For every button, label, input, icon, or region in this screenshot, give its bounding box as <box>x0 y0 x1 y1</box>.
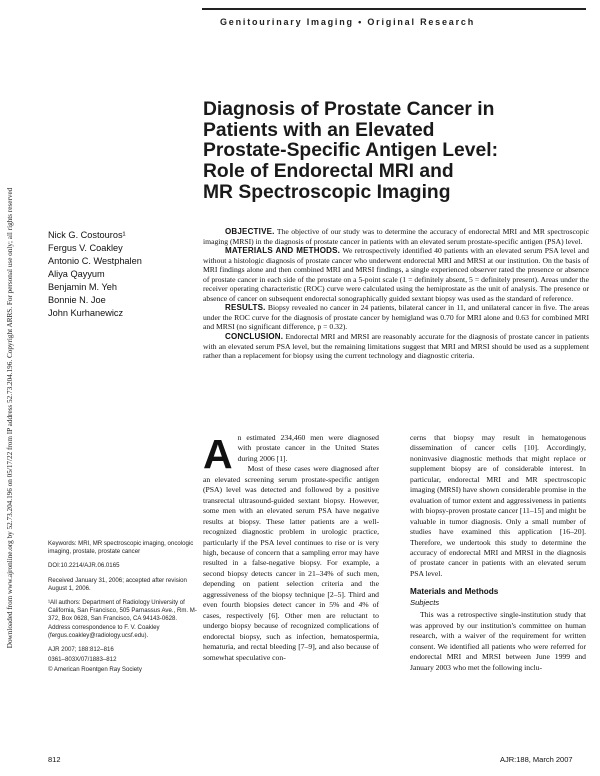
body-text: n estimated 234,460 men were diagnosed with prostate cancer in the United States during 2006 [1]. <box>237 433 379 463</box>
abstract-conclusion <box>203 332 589 361</box>
body-paragraph: This was a retrospective single-institution study that was approved by our institution's committee on human research, with a waiver of the requirement for written consent. We identified all patients who were referred for endorectal MRI and MRSI between June 1999 and January 2003 who met the following inclu- <box>410 610 586 672</box>
title-line: MR Spectroscopic Imaging <box>203 181 451 203</box>
section-header: Genitourinary Imaging • Original Research <box>220 17 475 27</box>
author-name: Antonio C. Westphalen <box>48 256 142 266</box>
author-name: Aliya Qayyum <box>48 269 105 279</box>
body-paragraph <box>203 431 379 477</box>
article-title <box>203 100 578 204</box>
header-rule <box>202 8 586 10</box>
title-line: Prostate-Specific Antigen Level: <box>203 140 498 162</box>
abstract-label: CONCLUSION. <box>225 332 284 342</box>
page-number: 812 <box>48 755 61 764</box>
issn: 0361–803X/07/1883–812 <box>48 656 117 664</box>
drop-cap: A <box>203 431 233 477</box>
author-name: Nick G. Costouros¹ <box>48 230 126 240</box>
citation: AJR 2007; 188:812–816 <box>48 646 114 654</box>
doi: DOI:10.2214/AJR.06.0165 <box>48 562 120 570</box>
abstract-text: The objective of our study was to determine the accuracy of endorectal MRI and MR spectroscopic imaging (MRSI) in the diagnosis of prostate cancer in patients with an elevated serum prostate-specific antigen (PSA) level. <box>203 227 589 246</box>
abstract-methods <box>203 246 589 303</box>
download-notice <box>2 108 18 728</box>
body-column-left <box>203 433 379 663</box>
journal-issue: AJR:188, March 2007 <box>500 755 573 764</box>
copyright: © American Roentgen Ray Society <box>48 666 142 674</box>
abstract-label: OBJECTIVE. <box>225 227 275 236</box>
abstract-text: Biopsy revealed no cancer in 24 patients, bilateral cancer in 11, and unilateral cancer in five. The areas under the ROC curve for the diagnosis of prostate cancer by hemigland was 0.70 for MRI alone and 0.63 for combined MRI and MRSI (no significant difference, p = 0.32). <box>203 303 589 332</box>
abstract-results <box>203 303 589 332</box>
author-name: Bonnie N. Joe <box>48 295 106 305</box>
section-heading: Materials and Methods <box>410 587 499 597</box>
body-column-right <box>410 433 586 673</box>
abstract <box>203 227 589 361</box>
title-line: Diagnosis of Prostate Cancer in <box>203 99 495 120</box>
title-line: Role of Endorectal MRI and <box>203 161 454 183</box>
abstract-objective <box>203 227 589 246</box>
abstract-label: MATERIALS AND METHODS. <box>225 246 341 256</box>
title-line: Patients with an Elevated <box>203 119 435 141</box>
affiliation: ¹All authors: Department of Radiology University of California, San Francisco, 505 Parnassus Ave., Rm. M-372, Box 0628, San Francisco, CA 94143-0628. Address correspondence to F. V. Coakley (fergus.coakley@radiology.ucsf.edu). <box>48 599 197 639</box>
received-date: Received January 31, 2006; accepted after revision August 1, 2006. <box>48 576 187 592</box>
author-name: Benjamin M. Yeh <box>48 282 117 292</box>
download-notice-text: Downloaded from www.ajronline.org by 52.73.204.196 on 05/17/22 from IP address 52.73.204.196. Copyright ARRS. For personal use only; all rights reserved <box>6 187 14 649</box>
author-name: John Kurhanewicz <box>48 308 124 318</box>
abstract-text: We retrospectively identified 40 patients with an elevated serum PSA level and without a histologic diagnosis of prostate cancer who underwent endorectal MRI and MRSI at our institution. On the basis of MRI findings alone and then combined MRI and MRSI findings, a single experienced observer rated the presence or absence of prostate cancer in each side of the prostate on a 5-point scale (1 = definitely absent, 5 = definitely present). Areas under the receiver operating characteristic (ROC) curve were calculated using the hemiprostate as the unit of analysis. The presence or absence of cancer on subsequent endorectal sonographically guided sextant biopsy was used as the standard of reference. <box>203 246 589 303</box>
abstract-label: RESULTS. <box>225 303 266 313</box>
article-metadata <box>48 540 198 681</box>
author-name: Fergus V. Coakley <box>48 243 123 253</box>
keywords: Keywords: MRI, MR spectroscopic imaging, oncologic imaging, prostate, prostate cancer <box>48 540 194 556</box>
body-paragraph: Most of these cases were diagnosed after an elevated screening serum prostate-specific antigen (PSA) level was detected and followed by a positive transrectal ultrasound-guided sextant biopsy. However, some men with an elevated serum PSA have negative results at biopsy. These latter patients are a well-recognized diagnostic problem in urologic practice, particularly if the PSA level continues to rise or is very high, because of concern that a sampling error may have resulted in a false-negative biopsy. For example, a second biopsy detects cancer in 21–34% of such men, depending on patient selection criteria and the aggressiveness of the biopsy technique [2–5]. Third and even fourth biopsies detect cancer in 5% and 4% of cases, respectively [6]. Other men are reluctant to undergo biopsy because of recognized complications of endorectal biopsy, such as infection, hematospermia, hematuria, and rectal bleeding [7–9], and also because of somewhat speculative con- <box>203 464 379 662</box>
body-paragraph: cerns that biopsy may result in hematogenous dissemination of cancer cells [10]. Accordingly, noninvasive diagnostic methods that might replace or supplement biopsy are of considerable interest. In particular, endorectal MRI and MR spectroscopic imaging (MRSI) have shown considerable promise in the evaluation of tumor extent and aggressiveness in patients with biopsy-proven prostate cancer [11–15] and might be valuable in tumor diagnosis. Only a small number of studies have examined this application [16–20]. Therefore, we undertook this study to determine the accuracy of endorectal MRI and MRSI in the diagnosis of prostate cancer in patients with an elevated serum PSA level. <box>410 433 586 578</box>
author-list <box>48 229 142 320</box>
abstract-text: Endorectal MRI and MRSI are reasonably accurate for the diagnosis of prostate cancer in patients with an elevated serum PSA level, but the remaining limitations suggest that MRI and MRSI should be used as a supplement rather than a replacement for biopsy using the current technology and diagnostic criteria. <box>203 332 589 361</box>
subsection-heading: Subjects <box>410 597 440 607</box>
